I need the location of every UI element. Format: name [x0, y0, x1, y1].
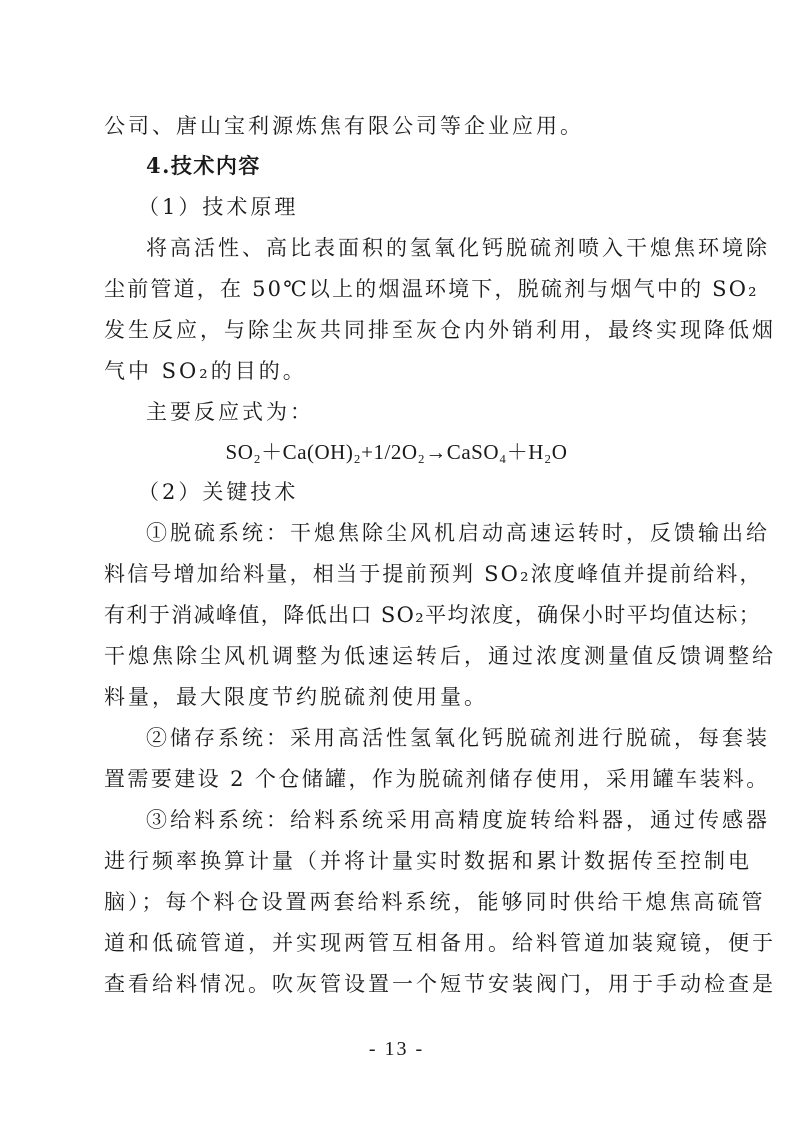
paragraph-line: 脑）；每个料仓设置两套给料系统，能够同时供给干熄焦高硫管 [104, 890, 766, 914]
paragraph-line: 进行频率换算计量（并将计量实时数据和累计数据传至控制电 [104, 849, 752, 873]
paragraph-line: 料信号增加给料量，相当于提前预判 SO₂浓度峰值并提前给料， [104, 562, 763, 586]
paragraph-line: ②储存系统：采用高活性氢氧化钙脱硫剂进行脱硫，每套装 [146, 726, 770, 750]
section-heading: 4.技术内容 [146, 153, 261, 178]
paragraph-line: 气中 SO₂的目的。 [104, 359, 307, 383]
chemical-formula: SO₂＋Ca(OH)₂+1/2O₂→CaSO₄＋H₂O [225, 440, 568, 464]
subsection-heading: （2）关键技术 [138, 480, 299, 504]
paragraph-line: 道和低硫管道，并实现两管互相备用。给料管道加装窥镜，便于 [104, 931, 776, 955]
paragraph-line: 料量，最大限度节约脱硫剂使用量。 [104, 685, 488, 709]
paragraph-line: 主要反应式为： [146, 400, 314, 424]
paragraph-line: 干熄焦除尘风机调整为低速运转后，通过浓度测量值反馈调整给 [104, 644, 776, 668]
subsection-heading: （1）技术原理 [138, 195, 299, 219]
paragraph-line: 尘前管道，在 50℃以上的烟温环境下，脱硫剂与烟气中的 SO₂ [104, 277, 759, 301]
paragraph-line: 查看给料情况。吹灰管设置一个短节安装阀门，用于手动检查是 [104, 972, 776, 996]
paragraph-line: 置需要建设 2 个仓储罐，作为脱硫剂储存使用，采用罐车装料。 [104, 767, 770, 791]
paragraph-line: 发生反应，与除尘灰共同排至灰仓内外销利用，最终实现降低烟 [104, 318, 776, 342]
paragraph-line: 公司、唐山宝利源炼焦有限公司等企业应用。 [104, 114, 584, 138]
paragraph-line: ③给料系统：给料系统采用高精度旋转给料器，通过传感器 [146, 808, 770, 832]
paragraph-line: 有利于消减峰值，降低出口 SO₂平均浓度，确保小时平均值达标； [104, 603, 762, 627]
paragraph-line: ①脱硫系统：干熄焦除尘风机启动高速运转时，反馈输出给 [146, 521, 770, 545]
paragraph-line: 将高活性、高比表面积的氢氧化钙脱硫剂喷入干熄焦环境除 [146, 236, 770, 260]
page-number: - 13 - [368, 1038, 425, 1060]
